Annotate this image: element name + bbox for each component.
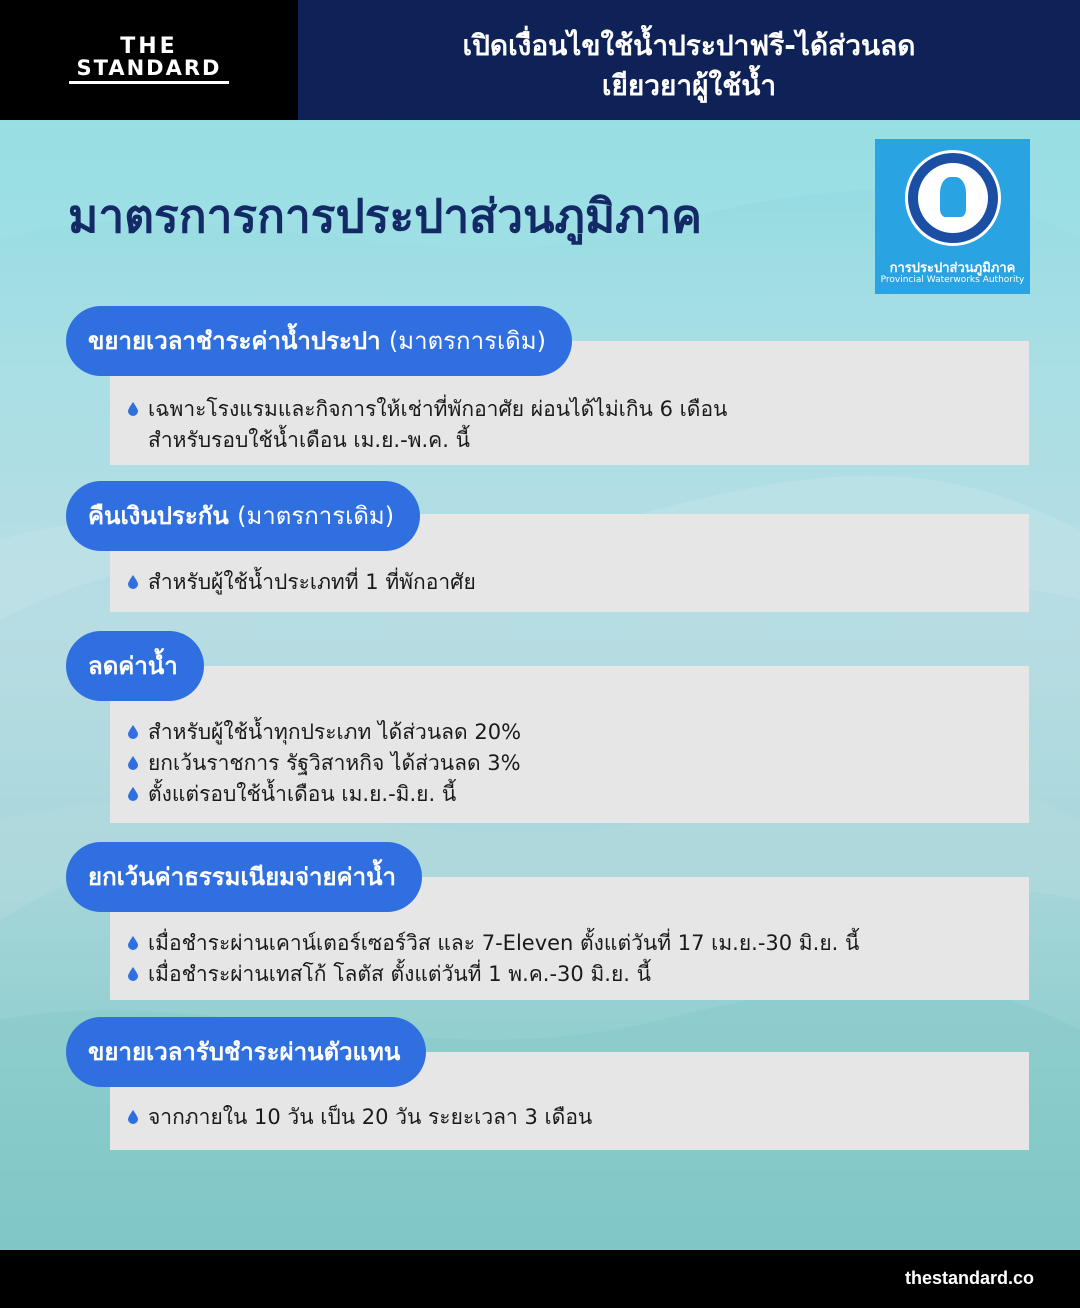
section-note: (มาตรการเดิม) (237, 502, 395, 530)
section-list (128, 394, 727, 456)
section-title: ขยายเวลารับชำระผ่านตัวแทน (88, 1038, 401, 1066)
section-list (128, 717, 521, 810)
section-title-pill (66, 306, 572, 376)
brand-logo (0, 0, 298, 120)
footer-bar (0, 1250, 1080, 1308)
list-item: ตั้งแต่รอบใช้น้ำเดือน เม.ย.-มิ.ย. นี้ (128, 779, 521, 810)
list-item: เฉพาะโรงแรมและกิจการให้เช่าที่พักอาศัย ผ่อนได้ไม่เกิน 6 เดือน (128, 394, 727, 425)
list-item: เมื่อชำระผ่านเคาน์เตอร์เซอร์วิส และ 7-Eleven ตั้งแต่วันที่ 17 เม.ย.-30 มิ.ย. นี้ (128, 928, 859, 959)
section-title-pill (66, 842, 422, 912)
section-title: ยกเว้นค่าธรรมเนียมจ่ายค่าน้ำ (88, 863, 396, 891)
water-drop-icon (128, 756, 138, 770)
list-item: เมื่อชำระผ่านเทสโก้ โลตัส ตั้งแต่วันที่ 1 พ.ค.-30 มิ.ย. นี้ (128, 959, 859, 990)
pwa-logo (875, 139, 1030, 294)
list-item-continuation: สำหรับรอบใช้น้ำเดือน เม.ย.-พ.ค. นี้ (148, 428, 470, 452)
water-drop-icon (128, 967, 138, 981)
brand-line-2: STANDARD (76, 56, 222, 80)
section-list (128, 928, 859, 990)
section-title: ลดค่าน้ำ (88, 652, 178, 680)
list-item: สำหรับผู้ใช้น้ำทุกประเภท ได้ส่วนลด 20% (128, 717, 521, 748)
main-title: มาตรการการประปาส่วนภูมิภาค (68, 189, 703, 243)
section-note: (มาตรการเดิม) (388, 327, 546, 355)
water-drop-icon (128, 402, 138, 416)
water-drop-icon (128, 936, 138, 950)
section-title: ขยายเวลาชำระค่าน้ำประปา (88, 327, 381, 355)
headline-line-2: เยียวยาผู้ใช้น้ำ (601, 69, 777, 102)
water-drop-icon (128, 575, 138, 589)
water-drop-icon (128, 1110, 138, 1124)
list-item: สำหรับผู้ใช้น้ำประเภทที่ 1 ที่พักอาศัย (128, 567, 476, 598)
logo-name-th: การประปาส่วนภูมิภาค (889, 261, 1016, 276)
section-title: คืนเงินประกัน (88, 502, 229, 530)
section-title-pill (66, 1017, 426, 1087)
logo-name-en: Provincial Waterworks Authority (880, 275, 1025, 285)
section-list (128, 567, 476, 598)
water-drop-icon (128, 787, 138, 801)
brand-underline (69, 81, 229, 84)
section-title-pill (66, 631, 204, 701)
water-drop-icon (128, 725, 138, 739)
list-item: ยกเว้นราชการ รัฐวิสาหกิจ ได้ส่วนลด 3% (128, 748, 521, 779)
site-url: thestandard.co (904, 1268, 1034, 1288)
section-list (128, 1102, 592, 1133)
headline (298, 26, 1080, 106)
header-bar (0, 0, 1080, 120)
list-item: จากภายใน 10 วัน เป็น 20 วัน ระยะเวลา 3 เดือน (128, 1102, 592, 1133)
section-title-pill (66, 481, 420, 551)
brand-line-1: THE (120, 34, 178, 59)
pwa-emblem-icon (905, 150, 1001, 246)
headline-line-1: เปิดเงื่อนไขใช้น้ำประปาฟรี-ได้ส่วนลด (462, 29, 916, 62)
